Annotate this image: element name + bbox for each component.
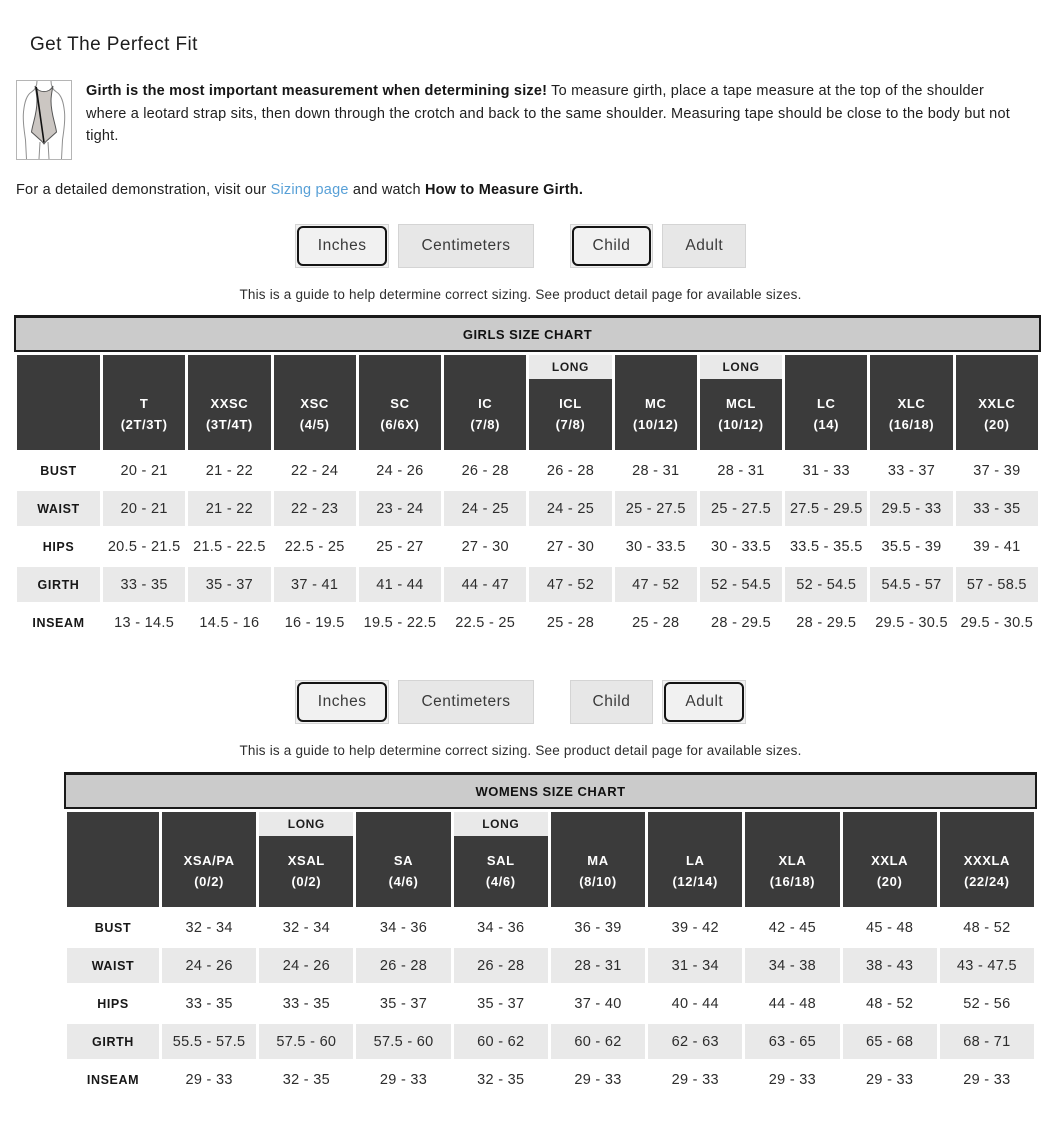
size-range: (4/5): [299, 416, 330, 432]
size-cell: 29 - 33: [940, 1062, 1034, 1097]
size-cell: 54.5 - 57: [870, 567, 952, 602]
size-code: MA: [587, 853, 609, 869]
girls-column-header-mc: [615, 355, 697, 450]
size-cell: 29.5 - 30.5: [956, 605, 1038, 640]
sizing-page-link[interactable]: Sizing page: [270, 182, 349, 198]
size-code: SAL: [486, 853, 515, 869]
womens-row-hips: [67, 986, 1034, 1021]
size-cell: 48 - 52: [940, 910, 1034, 945]
size-cell: 20 - 21: [103, 491, 185, 526]
womens-age-child-button[interactable]: Child: [570, 680, 654, 724]
girls-column-header-icl: [529, 355, 611, 450]
demo-middle: and watch: [348, 182, 425, 198]
size-cell: 57 - 58.5: [956, 567, 1038, 602]
size-label: [103, 379, 185, 450]
size-code: MC: [645, 396, 667, 412]
size-cell: 40 - 44: [648, 986, 742, 1021]
size-guide-page: [0, 34, 1041, 1100]
size-cell: 52 - 54.5: [700, 567, 782, 602]
size-cell: 32 - 34: [259, 910, 353, 945]
size-cell: 29 - 33: [356, 1062, 450, 1097]
row-label: HIPS: [17, 529, 100, 564]
womens-column-header-la: [648, 812, 742, 907]
size-label: [745, 836, 839, 907]
size-label: [615, 379, 697, 450]
size-cell: 28 - 31: [615, 453, 697, 488]
row-label: GIRTH: [17, 567, 100, 602]
size-label: [785, 379, 867, 450]
demo-prefix: For a detailed demonstration, visit our: [16, 182, 271, 198]
girls-column-header-t: [103, 355, 185, 450]
size-range: (10/12): [718, 416, 764, 432]
girls-guide-note: This is a guide to help determine correct sizing. See product detail page for available sizes.: [239, 287, 802, 302]
size-cell: 48 - 52: [843, 986, 937, 1021]
size-cell: 28 - 29.5: [785, 605, 867, 640]
girls-column-header-mcl: [700, 355, 782, 450]
girls-column-header-xxsc: [188, 355, 270, 450]
size-label: [274, 379, 356, 450]
womens-chart-title: WOMENS SIZE CHART: [64, 772, 1037, 809]
girls-age-adult-button[interactable]: Adult: [662, 224, 746, 268]
girls-column-header-sc: [359, 355, 441, 450]
size-cell: 27 - 30: [444, 529, 526, 564]
womens-guide-note: This is a guide to help determine correct sizing. See product detail page for available sizes.: [239, 743, 802, 758]
size-cell: 24 - 25: [529, 491, 611, 526]
girls-column-header-lc: [785, 355, 867, 450]
womens-unit-centimeters-button[interactable]: Centimeters: [398, 680, 533, 724]
size-cell: 32 - 35: [454, 1062, 548, 1097]
womens-column-header-sal: [454, 812, 548, 907]
size-cell: 29 - 33: [162, 1062, 256, 1097]
size-code: XXXLA: [963, 853, 1011, 869]
size-label: [454, 836, 548, 907]
womens-corner-cell: [67, 812, 159, 907]
size-cell: 26 - 28: [444, 453, 526, 488]
size-cell: 60 - 62: [551, 1024, 645, 1059]
size-range: (14): [813, 416, 840, 432]
size-label: [551, 836, 645, 907]
long-badge: LONG: [454, 812, 548, 836]
size-cell: 21 - 22: [188, 453, 270, 488]
size-cell: 55.5 - 57.5: [162, 1024, 256, 1059]
size-cell: 52 - 56: [940, 986, 1034, 1021]
size-cell: 28 - 29.5: [700, 605, 782, 640]
size-cell: 33 - 35: [103, 567, 185, 602]
size-cell: 63 - 65: [745, 1024, 839, 1059]
girls-row-bust: [17, 453, 1038, 488]
womens-age-adult-button[interactable]: Adult: [662, 680, 746, 724]
size-code: IC: [478, 396, 493, 412]
size-cell: 26 - 28: [356, 948, 450, 983]
size-code: LA: [685, 853, 705, 869]
size-cell: 31 - 33: [785, 453, 867, 488]
size-label: [648, 836, 742, 907]
size-cell: 30 - 33.5: [700, 529, 782, 564]
size-cell: 21 - 22: [188, 491, 270, 526]
womens-unit-inches-button[interactable]: Inches: [295, 680, 390, 724]
girls-corner-cell: [17, 355, 100, 450]
womens-column-header-xxxla: [940, 812, 1034, 907]
size-code: XXLA: [871, 853, 909, 869]
size-label: [843, 836, 937, 907]
size-code: SC: [390, 396, 410, 412]
size-cell: 39 - 41: [956, 529, 1038, 564]
size-cell: 31 - 34: [648, 948, 742, 983]
womens-column-header-xla: [745, 812, 839, 907]
size-code: XSC: [300, 396, 329, 412]
womens-header-row: [67, 812, 1034, 907]
girls-column-header-ic: [444, 355, 526, 450]
size-range: (16/18): [769, 873, 816, 889]
size-label: [870, 379, 952, 450]
size-cell: 28 - 31: [551, 948, 645, 983]
size-range: (0/2): [291, 873, 322, 889]
size-code: XXSC: [210, 396, 249, 412]
womens-column-header-xsal: [259, 812, 353, 907]
row-label: GIRTH: [67, 1024, 159, 1059]
size-cell: 21.5 - 22.5: [188, 529, 270, 564]
womens-column-header-xxla: [843, 812, 937, 907]
size-cell: 45 - 48: [843, 910, 937, 945]
size-cell: 29 - 33: [551, 1062, 645, 1097]
size-label: [259, 836, 353, 907]
size-cell: 29 - 33: [648, 1062, 742, 1097]
row-label: BUST: [17, 453, 100, 488]
size-cell: 39 - 42: [648, 910, 742, 945]
row-label: HIPS: [67, 986, 159, 1021]
womens-toggle-row: [0, 680, 1041, 724]
size-cell: 24 - 26: [259, 948, 353, 983]
girls-size-chart: [14, 315, 1041, 643]
size-range: (10/12): [633, 416, 679, 432]
size-cell: 20 - 21: [103, 453, 185, 488]
womens-column-header-ma: [551, 812, 645, 907]
size-cell: 33 - 35: [259, 986, 353, 1021]
size-range: (2T/3T): [120, 416, 168, 432]
size-cell: 24 - 26: [359, 453, 441, 488]
womens-column-header-sa: [356, 812, 450, 907]
girls-unit-inches-button[interactable]: Inches: [295, 224, 390, 268]
size-label: [529, 379, 611, 450]
size-cell: 32 - 34: [162, 910, 256, 945]
size-range: (8/10): [579, 873, 617, 889]
size-code: LC: [816, 396, 836, 412]
size-range: (3T/4T): [205, 416, 253, 432]
page-title: Get The Perfect Fit: [30, 34, 198, 55]
size-range: (22/24): [964, 873, 1010, 889]
size-cell: 68 - 71: [940, 1024, 1034, 1059]
size-cell: 22 - 23: [274, 491, 356, 526]
size-cell: 26 - 28: [529, 453, 611, 488]
womens-size-table: [64, 809, 1037, 1100]
size-cell: 44 - 47: [444, 567, 526, 602]
size-range: (20): [876, 873, 903, 889]
leotard-measurement-icon: [16, 80, 72, 165]
size-cell: 34 - 38: [745, 948, 839, 983]
demo-line: [16, 182, 1041, 198]
size-cell: 27.5 - 29.5: [785, 491, 867, 526]
girls-row-girth: [17, 567, 1038, 602]
size-cell: 43 - 47.5: [940, 948, 1034, 983]
size-cell: 34 - 36: [356, 910, 450, 945]
size-cell: 19.5 - 22.5: [359, 605, 441, 640]
size-cell: 24 - 25: [444, 491, 526, 526]
size-cell: 29 - 33: [745, 1062, 839, 1097]
size-range: (7/8): [470, 416, 501, 432]
size-code: XLC: [897, 396, 926, 412]
girls-row-hips: [17, 529, 1038, 564]
size-cell: 57.5 - 60: [259, 1024, 353, 1059]
size-cell: 20.5 - 21.5: [103, 529, 185, 564]
womens-row-bust: [67, 910, 1034, 945]
size-cell: 33 - 35: [956, 491, 1038, 526]
size-cell: 16 - 19.5: [274, 605, 356, 640]
size-cell: 29.5 - 33: [870, 491, 952, 526]
size-code: MCL: [726, 396, 756, 412]
size-cell: 44 - 48: [745, 986, 839, 1021]
size-range: (12/14): [672, 873, 718, 889]
girls-chart-title: GIRLS SIZE CHART: [14, 315, 1041, 352]
size-cell: 22 - 24: [274, 453, 356, 488]
size-cell: 25 - 27: [359, 529, 441, 564]
girth-instructions: [86, 80, 1025, 148]
size-range: (20): [984, 416, 1010, 432]
girls-toggle-row: [0, 224, 1041, 268]
girth-intro-section: [16, 80, 1025, 165]
womens-row-waist: [67, 948, 1034, 983]
size-cell: 23 - 24: [359, 491, 441, 526]
size-cell: 30 - 33.5: [615, 529, 697, 564]
size-cell: 13 - 14.5: [103, 605, 185, 640]
size-code: XLA: [778, 853, 807, 869]
long-badge: LONG: [700, 355, 782, 379]
size-cell: 37 - 39: [956, 453, 1038, 488]
size-range: (6/6X): [380, 416, 420, 432]
size-cell: 35.5 - 39: [870, 529, 952, 564]
size-code: ICL: [559, 396, 582, 412]
womens-row-girth: [67, 1024, 1034, 1059]
size-cell: 47 - 52: [615, 567, 697, 602]
size-cell: 33.5 - 35.5: [785, 529, 867, 564]
size-range: (7/8): [555, 416, 586, 432]
size-cell: 62 - 63: [648, 1024, 742, 1059]
size-code: XSAL: [287, 853, 325, 869]
size-cell: 57.5 - 60: [356, 1024, 450, 1059]
size-cell: 33 - 37: [870, 453, 952, 488]
long-badge: LONG: [529, 355, 611, 379]
row-label: INSEAM: [17, 605, 100, 640]
row-label: INSEAM: [67, 1062, 159, 1097]
size-range: (4/6): [485, 873, 516, 889]
size-label: [162, 836, 256, 907]
girls-column-header-xsc: [274, 355, 356, 450]
girls-size-table: [14, 352, 1041, 643]
size-cell: 65 - 68: [843, 1024, 937, 1059]
girth-instructions-body: To measure girth, place a tape measure at the top of the shoulder where a leotard strap sits, then down through the crotch and back to the same shoulder. Measuring tape should be close to the body but not tight.: [86, 83, 1010, 144]
size-cell: 28 - 31: [700, 453, 782, 488]
size-cell: 25 - 27.5: [700, 491, 782, 526]
girth-instructions-lead: Girth is the most important measurement when determining size!: [86, 83, 548, 99]
size-cell: 35 - 37: [188, 567, 270, 602]
size-cell: 38 - 43: [843, 948, 937, 983]
size-cell: 35 - 37: [356, 986, 450, 1021]
size-cell: 34 - 36: [454, 910, 548, 945]
size-label: [700, 379, 782, 450]
size-range: (16/18): [888, 416, 935, 432]
size-cell: 52 - 54.5: [785, 567, 867, 602]
size-cell: 35 - 37: [454, 986, 548, 1021]
size-cell: 26 - 28: [454, 948, 548, 983]
size-label: [444, 379, 526, 450]
womens-size-chart: [64, 772, 1037, 1100]
size-cell: 27 - 30: [529, 529, 611, 564]
size-cell: 37 - 41: [274, 567, 356, 602]
girls-age-child-button[interactable]: Child: [570, 224, 654, 268]
size-cell: 47 - 52: [529, 567, 611, 602]
measure-girth-bold: How to Measure Girth.: [424, 182, 584, 198]
size-label: [188, 379, 270, 450]
size-cell: 25 - 28: [529, 605, 611, 640]
size-cell: 32 - 35: [259, 1062, 353, 1097]
size-range: (4/6): [388, 873, 419, 889]
girls-row-inseam: [17, 605, 1038, 640]
row-label: WAIST: [17, 491, 100, 526]
size-cell: 24 - 26: [162, 948, 256, 983]
womens-row-inseam: [67, 1062, 1034, 1097]
row-label: BUST: [67, 910, 159, 945]
long-badge: LONG: [259, 812, 353, 836]
size-label: [956, 379, 1038, 450]
size-cell: 25 - 28: [615, 605, 697, 640]
girls-column-header-xlc: [870, 355, 952, 450]
size-cell: 22.5 - 25: [274, 529, 356, 564]
size-cell: 29.5 - 30.5: [870, 605, 952, 640]
womens-column-header-xsapa: [162, 812, 256, 907]
size-label: [359, 379, 441, 450]
size-code: SA: [393, 853, 414, 869]
size-code: XXLC: [978, 396, 1016, 412]
size-cell: 42 - 45: [745, 910, 839, 945]
girls-unit-centimeters-button[interactable]: Centimeters: [398, 224, 533, 268]
size-cell: 36 - 39: [551, 910, 645, 945]
size-cell: 14.5 - 16: [188, 605, 270, 640]
size-cell: 41 - 44: [359, 567, 441, 602]
size-cell: 33 - 35: [162, 986, 256, 1021]
size-cell: 22.5 - 25: [444, 605, 526, 640]
size-code: T: [139, 396, 149, 412]
size-range: (0/2): [194, 873, 224, 889]
size-cell: 37 - 40: [551, 986, 645, 1021]
size-label: [940, 836, 1034, 907]
size-cell: 29 - 33: [843, 1062, 937, 1097]
girls-column-header-xxlc: [956, 355, 1038, 450]
size-code: XSA/PA: [183, 853, 235, 869]
size-cell: 60 - 62: [454, 1024, 548, 1059]
row-label: WAIST: [67, 948, 159, 983]
size-cell: 25 - 27.5: [615, 491, 697, 526]
size-label: [356, 836, 450, 907]
girls-row-waist: [17, 491, 1038, 526]
girls-header-row: [17, 355, 1038, 450]
